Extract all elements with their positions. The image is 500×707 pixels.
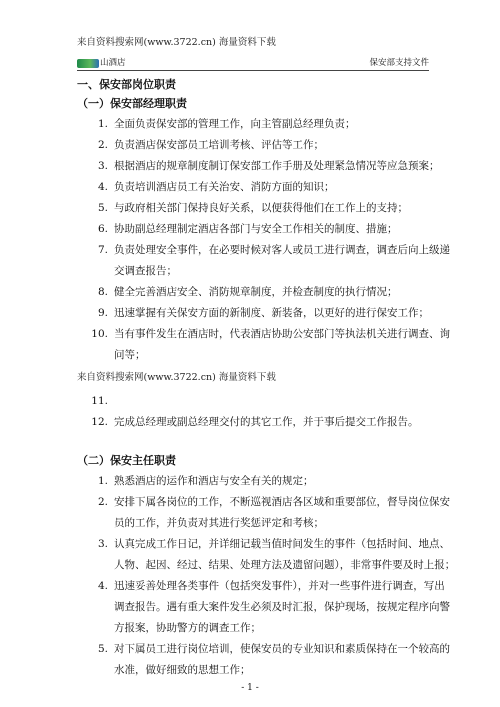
sub-section-title-manager: （一）保安部经理职责 — [77, 97, 187, 110]
source-line-inline: 来自资料搜索网(www.3722.cn) 海量资料下载 — [77, 372, 276, 383]
running-header — [77, 58, 429, 71]
hotel-name: 山酒店 — [100, 58, 126, 68]
source-line-top: 来自资料搜索网(www.3722.cn) 海量资料下载 — [77, 37, 276, 48]
sub-section-title-supervisor: （二）保安主任职责 — [77, 454, 176, 467]
page-number: - 1 - — [241, 683, 259, 693]
hotel-logo-icon — [77, 59, 99, 68]
section-title: 一、保安部岗位职责 — [77, 78, 176, 91]
document-page: 来自资料搜索网(www.3722.cn) 海量资料下载 山酒店 保安部支持文件 一、保安部岗位职责 （一）保安部经理职责 1. 全面负责保安部的管理工作，向主管副总经理负责； 2. 负责酒店保安部员工培训考核、评估等工作； 3. 根据酒店的规章制度制订保安部工作手册及处理紧急情况等应急预案； 4. 负责培训酒店员工有关治安、消防方面的知识； 5. 与政府相关部门保持良好关系，以便获得他们在工作上的支持； 6. 协助副总经理制定酒店各部门与安全工作相关的制度、措施； 7. 负责处理安全事件，在必要时候对客人或员工进行调查，调查后向上级递 交调查报告； 8. 健全完善酒店安全、消防规章制度，并检查制度的执行情况； 9. 迅速掌握有关保安方面的新制度、新装备，以更好的进行保安工作； 10. 当有事件发生在酒店时，代表酒店协助公安部门等执法机关进行调查、询 问等； 来自资料搜索网(www.3722.cn) 海量资料下载 11. 12. 完成总经理或副总经理交付的其它工作，并于事后提交工作报告。 （二）保安主任职责 1. 熟悉酒店的运作和酒店与安全有关的规定； 2. 安排下属各岗位的工作，不断巡视酒店各区域和重要部位，督导岗位保安 员的工作，并负责对其进行奖惩评定和考核； 3. 认真完成工作日记，并详细记载当值时间发生的事件（包括时间、地点、 人物、起因、经过、结果、处理方法及遗留问题），非常事件要及时上报； 4. 迅速妥善处理各类事件（包括突发事件），并对一些事件进行调查，写出 调查报告。遇有重大案件发生必须及时汇报，保护现场，按规定程序向警 方报案，协助警方的调查工作； 5. 对下属员工进行岗位培训，使保安员的专业知识和素质保持在一个较高的 水准，做好细致的思想工作； - 1 - — [0, 0, 500, 707]
document-type: 保安部支持文件 — [369, 58, 429, 68]
